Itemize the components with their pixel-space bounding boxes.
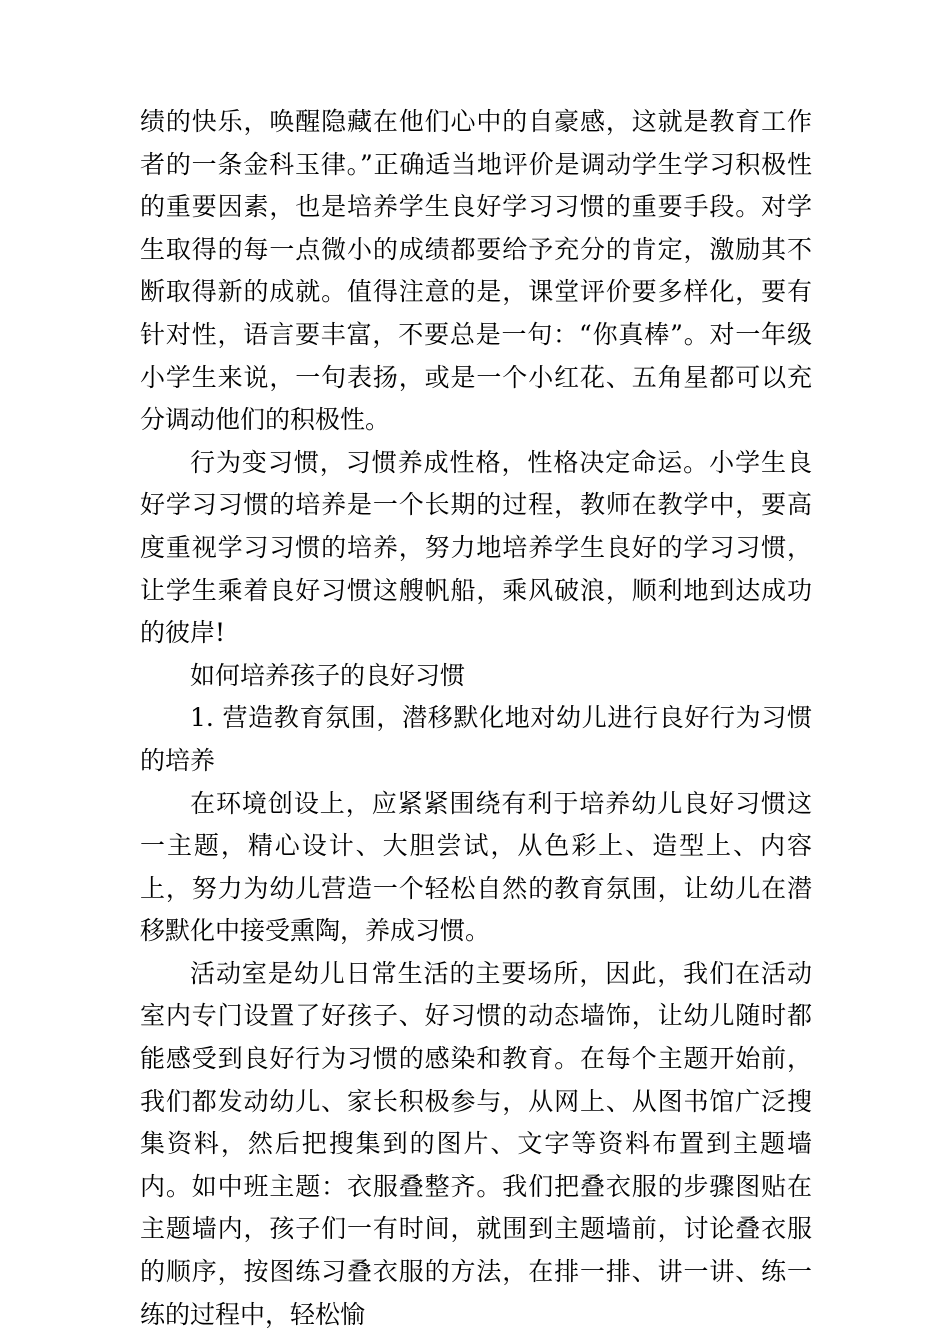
paragraph-environment: 在环境创设上，应紧紧围绕有利于培养幼儿良好习惯这一主题，精心设计、大胆尝试，从色彩上、造型上、内容上，努力为幼儿营造一个轻松自然的教育氛围，让幼儿在潜移默化中接受熏陶，养成习惯。 (140, 788, 812, 946)
paragraph-activity-room: 活动室是幼儿日常生活的主要场所，因此，我们在活动室内专门设置了好孩子、好习惯的动态墙饰，让幼儿随时都能感受到良好行为习惯的感染和教育。在每个主题开始前，我们都发动幼儿、家长积极参与，从网上、从图书馆广泛搜集资料，然后把搜集到的图片、文字等资料布置到主题墙内。如中班主题：衣服叠整齐。我们把叠衣服的步骤图贴在主题墙内，孩子们一有时间，就围到主题墙前，讨论叠衣服的顺序，按图练习叠衣服的方法，在排一排、讲一讲、练一练的过程中，轻松愉 (140, 958, 812, 1329)
paragraph-conclusion: 行为变习惯，习惯养成性格，性格决定命运。小学生良好学习习惯的培养是一个长期的过程，教师在教学中，要高度重视学习习惯的培养，努力地培养学生良好的学习习惯，让学生乘着良好习惯这艘帆船，乘风破浪，顺利地到达成功的彼岸! (140, 447, 812, 648)
section-heading: 如何培养孩子的良好习惯 (190, 660, 466, 690)
document-body (140, 101, 812, 1336)
numbered-point-1: 1. 营造教育氛围，潜移默化地对幼儿进行良好行为习惯的培养 (140, 703, 812, 775)
paragraph-evaluation: 绩的快乐，唤醒隐藏在他们心中的自豪感，这就是教育工作者的一条金科玉律。”正确适当地评价是调动学生学习积极性的重要因素，也是培养学生良好学习习惯的重要手段。对学生取得的每一点微小的成绩都要给予充分的肯定，激励其不断取得新的成就。值得注意的是，课堂评价要多样化，要有针对性，语言要丰富，不要总是一句：“你真棒”。对一年级小学生来说，一句表扬，或是一个小红花、五角星都可以充分调动他们的积极性。 (140, 107, 812, 435)
